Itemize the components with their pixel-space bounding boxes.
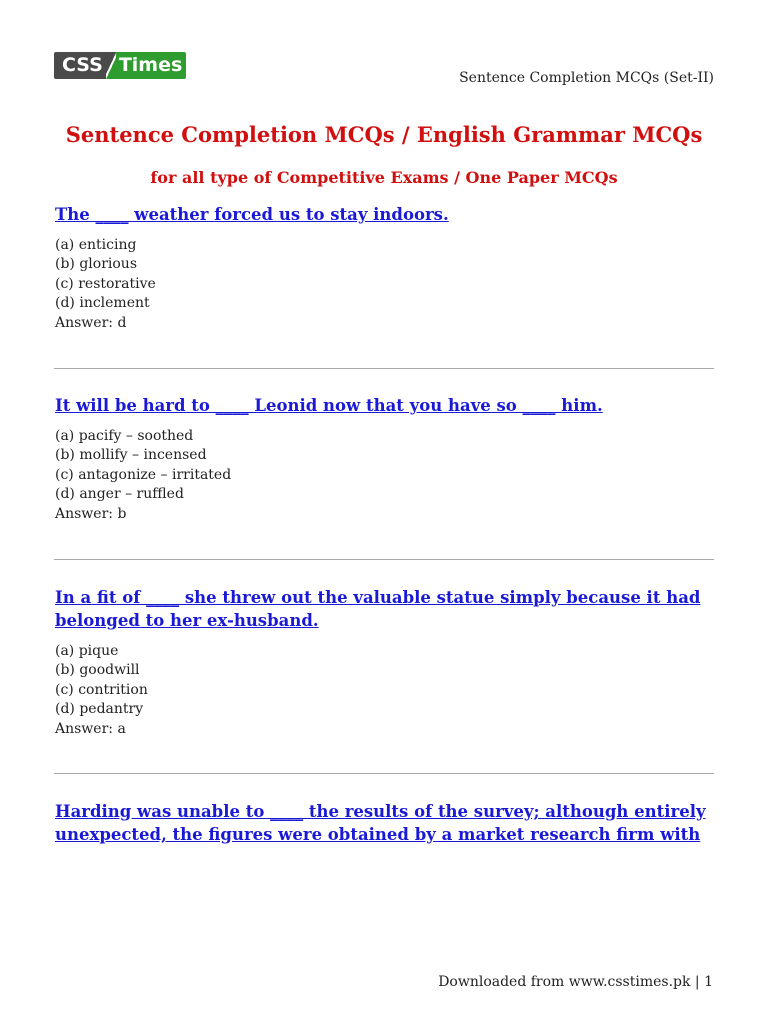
question-link[interactable]: The ____ weather forced us to stay indoors. (55, 205, 449, 224)
logo-text-css: CSS (54, 52, 106, 79)
document-label: Sentence Completion MCQs (Set-II) (459, 70, 714, 86)
logo-slash-divider (106, 52, 116, 79)
option: (b) mollify – incensed (55, 447, 207, 464)
question-link[interactable]: Harding was unable to ____ the results of the survey; although entirely unexpected, the figures were obtained by a market research firm with (55, 802, 706, 844)
option: (c) antagonize – irritated (55, 466, 232, 483)
question-block (55, 586, 715, 739)
question-link[interactable]: In a fit of ____ she threw out the valuable statue simply because it had belonged to her ex-husband. (55, 588, 701, 630)
question-block (55, 203, 715, 333)
option: (b) goodwill (55, 662, 140, 679)
logo-text-times: Times (116, 52, 186, 79)
option: (c) restorative (55, 275, 156, 292)
option: (d) pedantry (55, 701, 144, 718)
option: (a) pacify – soothed (55, 428, 194, 444)
question-link[interactable]: It will be hard to ____ Leonid now that you have so ____ him. (55, 396, 603, 415)
question-block (55, 394, 715, 524)
option: (b) glorious (55, 256, 138, 273)
answer: Answer: a (55, 720, 126, 737)
question-block (55, 800, 715, 856)
option: (a) pique (55, 643, 119, 659)
divider (54, 368, 714, 369)
option: (d) anger – ruffled (55, 486, 184, 503)
option: (a) enticing (55, 237, 137, 253)
page-title: Sentence Completion MCQs / English Grammar MCQs (65, 122, 703, 147)
option: (d) inclement (55, 295, 150, 312)
divider (54, 559, 714, 560)
answer: Answer: d (55, 314, 127, 331)
site-logo (54, 52, 186, 79)
page-subtitle: for all type of Competitive Exams / One Paper MCQs (150, 168, 618, 187)
divider (54, 773, 714, 774)
option: (c) contrition (55, 681, 148, 698)
page-footer: Downloaded from www.csstimes.pk | 1 (438, 974, 713, 990)
answer: Answer: b (55, 505, 127, 522)
